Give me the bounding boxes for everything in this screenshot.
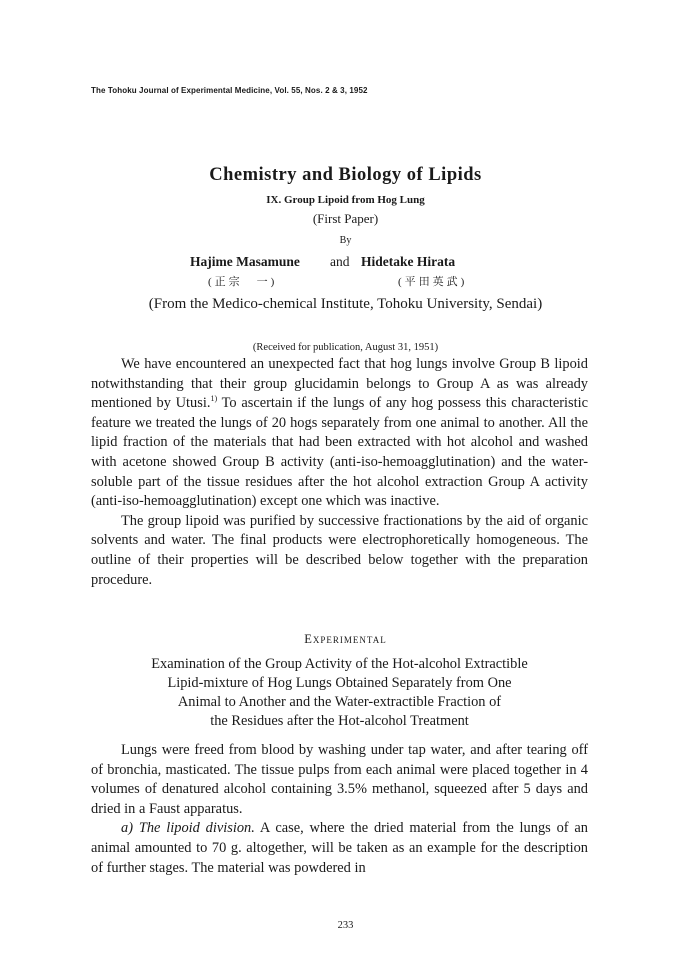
- experimental-paragraph-2: [91, 819, 588, 878]
- intro-paragraph-1: [91, 355, 588, 512]
- subsection-line: Examination of the Group Activity of the Hot-alcohol Extractible: [151, 656, 528, 672]
- experimental-text: [91, 741, 588, 878]
- intro-paragraph-2: The group lipoid was purified by successive fractionations by the aid of organic solvents and water. The final products were electrophoretically homogeneous. The outline of their properties will be described below together with the preparation procedure.: [91, 512, 588, 588]
- affiliation: (From the Medico-chemical Institute, Tohoku University, Sendai): [148, 296, 543, 312]
- subsection-line: the Residues after the Hot-alcohol Treatment: [210, 713, 469, 729]
- subsection-title: The lipoid division.: [138, 820, 255, 837]
- paper-subtitle: IX. Group Lipoid from Hog Lung: [266, 194, 425, 206]
- running-head: The Tohoku Journal of Experimental Medicine, Vol. 55, Nos. 2 & 3, 1952: [91, 86, 368, 95]
- byline-by: By: [339, 235, 352, 246]
- author-first-kanji: (正宗 一): [208, 276, 278, 288]
- subsection-heading: [91, 655, 588, 731]
- subsection-line: Animal to Another and the Water-extractible Fraction of: [177, 694, 502, 710]
- experimental-paragraph-1: Lungs were freed from blood by washing under tap water, and after tearing off of bronchia, masticated. The tissue pulps from each animal were placed together in 4 volumes of denatured alcohol containing 3.5% methanol, squeezed after 5 days and dried in a Faust apparatus.: [91, 742, 588, 817]
- received-date: (Received for publication, August 31, 1951): [252, 342, 439, 353]
- intro-paragraph-1-text-b: To ascertain if the lungs of any hog possess this characteristic feature we treated the lungs of 20 hogs separately from one animal to another. All the lipid fraction of the materials that had been extracted with hot alcohol and washed with acetone showed Group B activity (anti-iso-hemoagglutination) and the water-soluble part of the tissue residues after the hot alcohol extraction Group A activity (anti-iso-hemoagglutination) except one which was inactive.: [91, 395, 588, 510]
- author-conjunction: and: [330, 254, 350, 269]
- reference-marker: 1): [210, 394, 218, 404]
- author-first: Hajime Masamune: [190, 254, 300, 269]
- paper-note: (First Paper): [312, 211, 379, 226]
- subsection-label: a): [121, 820, 133, 837]
- intro-paragraph-1-text-a: We have encountered an unexpected fact that hog lungs involve Group B lipoid notwithstanding that their group glucidamin belongs to Group A as was already mentioned by Utusi.: [91, 356, 588, 412]
- author-second: Hidetake Hirata: [361, 254, 456, 269]
- subsection-line: Lipid-mixture of Hog Lungs Obtained Separately from One: [167, 675, 512, 691]
- author-second-kanji: (平田英武): [398, 276, 468, 288]
- paper-title: Chemistry and Biology of Lipids: [209, 165, 482, 185]
- page-number: 233: [337, 920, 354, 931]
- experimental-paragraph-2-text: A case, where the dried material from the lungs of an animal amounted to 70 g. altogether, will be taken as an example for the description of further stages. The material was powdered in: [91, 820, 588, 876]
- introduction: [91, 355, 588, 590]
- section-heading: Experimental: [304, 632, 387, 646]
